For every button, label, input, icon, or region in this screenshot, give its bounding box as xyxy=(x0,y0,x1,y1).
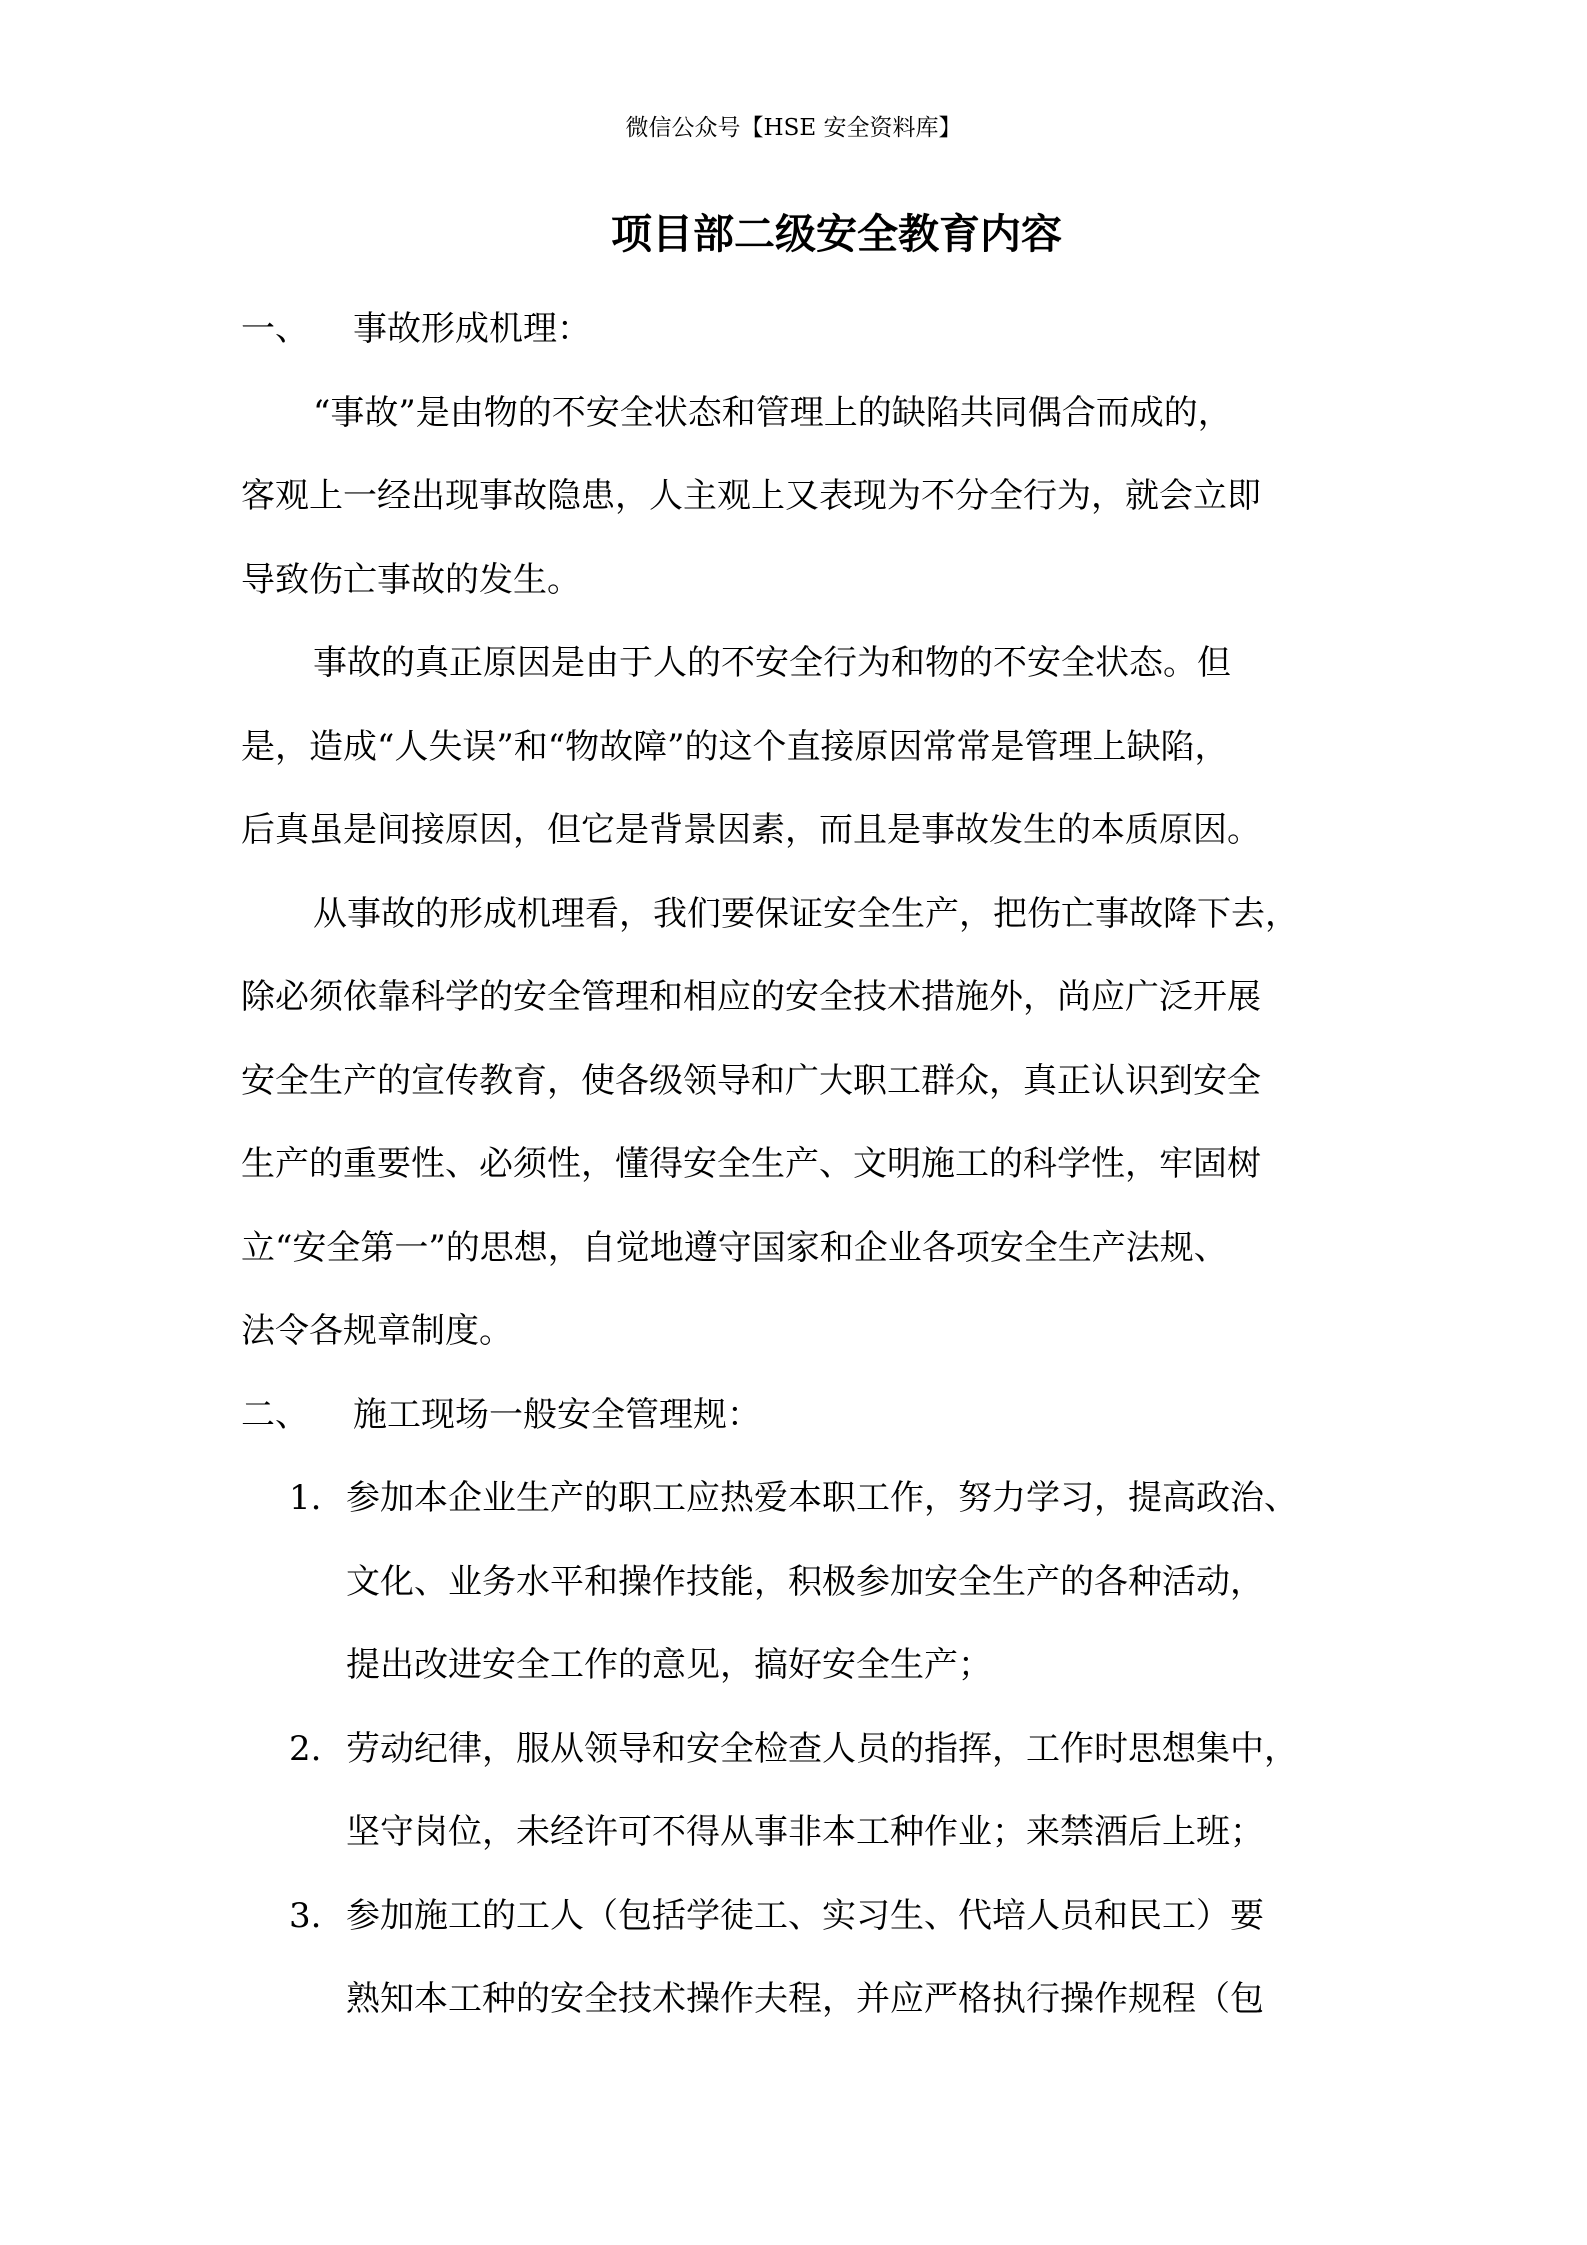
text-line: 是，造成“人失误”和“物故障”的这个直接原因常常是管理上缺陷， xyxy=(241,726,1229,767)
text-line: 立“安全第一”的思想，自觉地遵守国家和企业各项安全生产法规、 xyxy=(241,1227,1228,1268)
text-line: 客观上一经出现事故隐患，人主观上又表现为不分全行为，就会立即 xyxy=(241,476,1261,516)
text-line: 提出改进安全工作的意见，搞好安全生产； xyxy=(346,1645,992,1685)
list-item xyxy=(241,1875,1361,2042)
page-header: 微信公众号【HSE 安全资料库】 xyxy=(625,115,962,141)
text-line: 法令各规章制度。 xyxy=(241,1311,513,1351)
text-line: 导致伤亡事故的发生。 xyxy=(241,559,581,600)
section-heading xyxy=(241,288,1361,372)
text-line: 熟知本工种的安全技术操作夫程，并应严格执行操作规程（包 xyxy=(346,1979,1264,2019)
text-line: 从事故的形成机理看，我们要保证安全生产，把伤亡事故降下去， xyxy=(313,893,1299,934)
text-line: 事故的真正原因是由于人的不安全行为和物的不安全状态。但 xyxy=(313,643,1231,683)
text-line: 除必须依靠科学的安全管理和相应的安全技术措施外，尚应广泛开展 xyxy=(241,977,1261,1017)
section-number: 二、 xyxy=(241,1394,309,1435)
text-line: “事故”是由物的不安全状态和管理上的缺陷共同偶合而成的， xyxy=(313,392,1232,433)
section-title: 事故形成机理： xyxy=(353,309,591,349)
item-text: 参加本企业生产的职工应热爱本职工作，努力学习，提高政治、 xyxy=(346,1478,1298,1518)
document-body xyxy=(241,288,1361,2042)
section-title: 施工现场一般安全管理规： xyxy=(353,1394,761,1435)
item-number: 1. xyxy=(289,1478,322,1518)
section-heading xyxy=(241,1374,1361,1458)
text-line: 生产的重要性、必须性，懂得安全生产、文明施工的科学性，牢固树 xyxy=(241,1144,1261,1184)
list-item xyxy=(241,1457,1361,1708)
item-text: 参加施工的工人（包括学徒工、实习生、代培人员和民工）要 xyxy=(346,1895,1264,1936)
text-line xyxy=(241,1457,1361,1541)
section-number: 一、 xyxy=(241,309,309,349)
list-item xyxy=(241,1708,1361,1875)
item-text: 劳动纪律，服从领导和安全检查人员的指挥，工作时思想集中， xyxy=(346,1728,1298,1769)
text-line: 安全生产的宣传教育，使各级领导和广大职工群众，真正认识到安全 xyxy=(241,1060,1261,1101)
document-title: 项目部二级安全教育内容 xyxy=(611,210,1062,258)
paragraph xyxy=(241,873,1361,1374)
item-number: 3. xyxy=(289,1895,322,1936)
text-line xyxy=(241,1875,1361,1959)
paragraph xyxy=(241,622,1361,873)
text-line xyxy=(241,1708,1361,1792)
item-number: 2. xyxy=(289,1728,322,1769)
paragraph xyxy=(241,372,1361,623)
text-line: 后真虽是间接原因，但它是背景因素，而且是事故发生的本质原因。 xyxy=(241,810,1261,850)
text-line: 坚守岗位，未经许可不得从事非本工种作业；来禁酒后上班； xyxy=(346,1812,1264,1852)
text-line: 文化、业务水平和操作技能，积极参加安全生产的各种活动， xyxy=(346,1561,1264,1602)
